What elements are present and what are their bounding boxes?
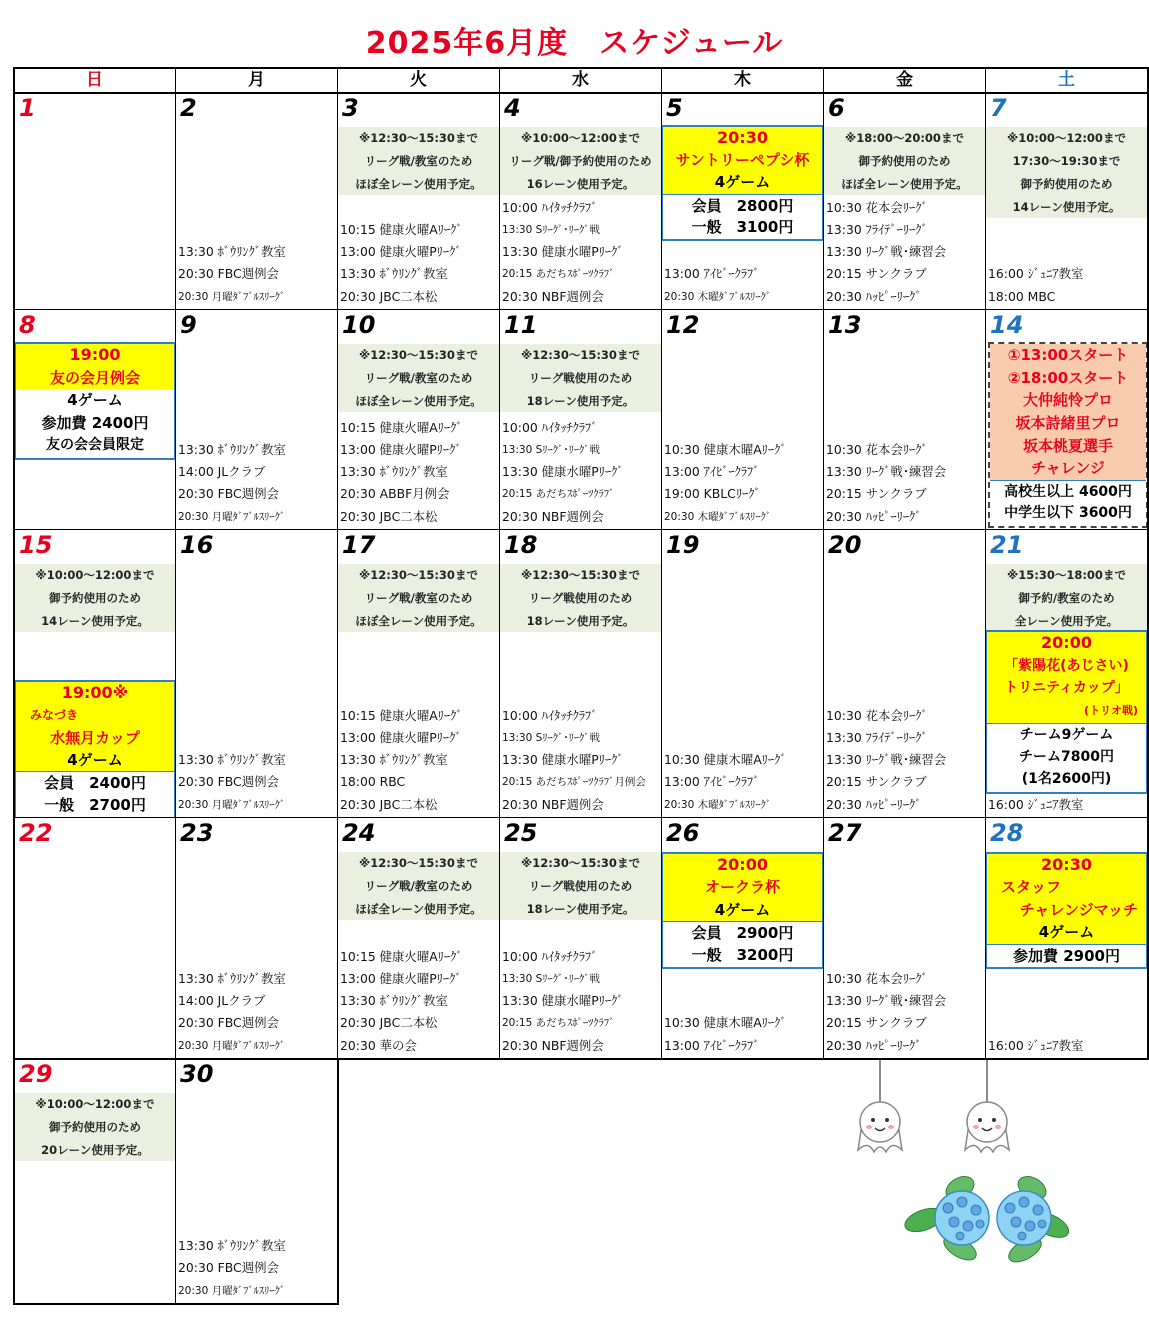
day-number: 19 — [666, 531, 700, 559]
event-box-line: 友の会会員限定 — [46, 437, 144, 454]
note-line: ※12:30～15:30まで — [521, 568, 640, 582]
event-list — [500, 946, 661, 1057]
reservation-note — [338, 127, 499, 195]
event-box-line: 4ゲーム — [663, 171, 822, 193]
event-item: 13:30 ﾘｰｸﾞ戦･練習会 — [826, 752, 947, 768]
note-line: 20レーン使用予定。 — [41, 1143, 149, 1157]
event-box[interactable] — [988, 342, 1148, 528]
event-box-line: 4ゲーム — [987, 921, 1146, 943]
day-cell-23[interactable] — [176, 818, 338, 1059]
event-box-line: 会員 2400円 — [16, 771, 174, 793]
day-number: 21 — [990, 531, 1024, 559]
note-line: 御予約使用のため — [49, 1120, 141, 1134]
event-item: 20:30 月曜ﾀﾞﾌﾞﾙｽﾘｰｸﾞ — [178, 1039, 286, 1052]
note-line: ※10:00～12:00まで — [521, 131, 640, 145]
event-list — [176, 241, 337, 308]
event-box-line: みなづき — [16, 704, 174, 726]
event-box-line: 20:00 — [663, 854, 822, 876]
note-line: ※12:30～15:30まで — [359, 348, 478, 362]
event-list — [662, 1012, 823, 1057]
event-item: 13:00 ｱｲﾋﾞｰｸﾗﾌﾞ — [664, 774, 760, 790]
event-box-line: オークラ杯 — [663, 876, 822, 898]
event-item: 13:30 ﾎﾞｳﾘﾝｸﾞ教室 — [340, 464, 448, 480]
note-line: ※12:30～15:30まで — [359, 131, 478, 145]
note-line: ※12:30～15:30まで — [521, 856, 640, 870]
note-line: 全レーン使用予定。 — [1014, 614, 1119, 628]
weekday-header-wed: 水 — [500, 68, 662, 93]
event-item: 20:30 木曜ﾀﾞﾌﾞﾙｽﾘｰｸﾞ — [664, 290, 772, 303]
note-line: リーグ戦/御予約使用のため — [509, 154, 652, 168]
day-cell-14[interactable] — [986, 310, 1148, 530]
day-cell-30[interactable] — [176, 1059, 338, 1304]
event-item: 20:30 FBC週例会 — [178, 1260, 279, 1276]
event-box-line: 会員 2900円 — [663, 921, 822, 943]
event-item: 20:30 ABBF月例会 — [340, 486, 450, 502]
event-item: 20:30 月曜ﾀﾞﾌﾞﾙｽﾘｰｸﾞ — [178, 1284, 286, 1297]
event-item: 13:30 ﾌﾗｲﾃﾞｰﾘｰｸﾞ — [826, 221, 928, 237]
event-list — [500, 705, 661, 816]
event-box-line: 参加費 2900円 — [987, 944, 1146, 966]
event-box[interactable] — [14, 680, 176, 818]
event-box-line: 一般 2700円 — [44, 795, 146, 814]
event-item: 13:30 ﾎﾞｳﾘﾝｸﾞ教室 — [340, 993, 448, 1009]
event-list — [986, 794, 1147, 816]
event-item: 13:30 ﾘｰｸﾞ戦･練習会 — [826, 244, 947, 260]
event-item: 20:30 FBC週例会 — [178, 266, 279, 282]
day-number: 25 — [504, 819, 538, 847]
event-item: 20:30 ﾊｯﾋﾟｰﾘｰｸﾞ — [826, 508, 922, 524]
event-item: 13:30 Sﾘｰｸﾞ･ﾘｰｸﾞ戦 — [502, 731, 601, 744]
event-item: 20:15 サンクラブ — [826, 486, 927, 502]
day-cell-19[interactable] — [662, 530, 824, 818]
event-item: 20:15 サンクラブ — [826, 774, 927, 790]
note-line: ※15:30～18:00まで — [1007, 568, 1126, 582]
event-item: 20:30 月曜ﾀﾞﾌﾞﾙｽﾘｰｸﾞ — [178, 510, 286, 523]
day-number: 4 — [504, 94, 521, 122]
event-box-line: 20:00 — [987, 632, 1146, 655]
event-item: 20:15 あだちｽﾎﾟｰﾂｸﾗﾌﾞ — [502, 268, 615, 281]
event-item: 14:00 JLクラブ — [178, 993, 266, 1009]
day-number: 15 — [19, 531, 53, 559]
event-item: 13:00 健康火曜Pﾘｰｸﾞ — [340, 729, 462, 745]
event-item: 20:30 JBC二本松 — [340, 288, 438, 304]
event-list — [338, 417, 499, 528]
day-cell-15[interactable] — [14, 530, 176, 818]
event-item: 20:15 サンクラブ — [826, 1015, 927, 1031]
day-number: 9 — [180, 311, 197, 339]
event-item: 20:30 木曜ﾀﾞﾌﾞﾙｽﾘｰｸﾞ — [664, 798, 772, 811]
event-item: 10:15 健康火曜Aﾘｰｸﾞ — [340, 948, 463, 964]
note-line: リーグ戦/教室のため — [364, 371, 473, 385]
weekday-header-tue: 火 — [338, 68, 500, 93]
day-cell-24[interactable] — [338, 818, 500, 1059]
note-line: ※12:30～15:30まで — [359, 568, 478, 582]
weekday-header-sat: 土 — [986, 68, 1148, 93]
day-number: 16 — [180, 531, 214, 559]
day-cell-8[interactable] — [14, 310, 176, 530]
event-item: 20:30 NBF週例会 — [502, 508, 604, 524]
event-item: 13:30 Sﾘｰｸﾞ･ﾘｰｸﾞ戦 — [502, 443, 601, 456]
note-line: 御予約使用のため — [49, 591, 141, 605]
event-item: 20:30 月曜ﾀﾞﾌﾞﾙｽﾘｰｸﾞ — [178, 290, 286, 303]
event-item: 20:30 ﾊｯﾋﾟｰﾘｰｸﾞ — [826, 796, 922, 812]
event-list — [500, 197, 661, 308]
weekday-header-mon: 月 — [176, 68, 338, 93]
event-list — [662, 263, 823, 308]
event-item: 13:30 健康水曜Pﾘｰｸﾞ — [502, 464, 624, 480]
reservation-note — [986, 564, 1147, 632]
note-line: リーグ戦使用のため — [528, 591, 633, 605]
event-item: 18:00 RBC — [340, 774, 406, 790]
event-item: 20:15 サンクラブ — [826, 266, 927, 282]
day-cell-12[interactable] — [662, 310, 824, 530]
event-item: 10:30 花本会ﾘｰｸﾞ — [826, 199, 928, 215]
event-item: 13:30 健康水曜Pﾘｰｸﾞ — [502, 244, 624, 260]
day-number: 14 — [990, 311, 1024, 339]
note-line: ほぼ全レーン使用予定。 — [355, 614, 482, 628]
event-item: 13:00 ｱｲﾋﾞｰｸﾗﾌﾞ — [664, 464, 760, 480]
day-cell-4[interactable] — [500, 93, 662, 310]
day-cell-26[interactable] — [662, 818, 824, 1059]
note-line: リーグ戦使用のため — [528, 371, 633, 385]
event-item: 10:15 健康火曜Aﾘｰｸﾞ — [340, 707, 463, 723]
event-item: 10:15 健康火曜Aﾘｰｸﾞ — [340, 221, 463, 237]
event-item: 10:30 花本会ﾘｰｸﾞ — [826, 970, 928, 986]
day-number: 29 — [19, 1060, 53, 1088]
event-list — [176, 1235, 337, 1302]
event-item: 13:30 ﾎﾞｳﾘﾝｸﾞ教室 — [178, 244, 286, 260]
reservation-note — [986, 127, 1147, 218]
reservation-note — [338, 852, 499, 920]
day-cell-20[interactable] — [824, 530, 986, 818]
day-cell-18[interactable] — [500, 530, 662, 818]
day-number: 27 — [828, 819, 862, 847]
day-cell-28[interactable] — [986, 818, 1148, 1059]
event-item: 13:30 ﾎﾞｳﾘﾝｸﾞ教室 — [178, 970, 286, 986]
event-item: 20:30 FBC週例会 — [178, 486, 279, 502]
event-box-line: サントリーペプシ杯 — [663, 149, 822, 171]
event-item: 13:30 ﾌﾗｲﾃﾞｰﾘｰｸﾞ — [826, 729, 928, 745]
event-list — [824, 439, 985, 528]
event-box-line: 友の会月例会 — [16, 367, 174, 390]
day-cell-22[interactable] — [14, 818, 176, 1059]
event-item: 20:30 NBF週例会 — [502, 1037, 604, 1053]
event-list — [338, 946, 499, 1057]
day-number: 11 — [504, 311, 538, 339]
event-item: 20:15 あだちｽﾎﾟｰﾂｸﾗﾌﾞ — [502, 488, 615, 501]
reservation-note — [500, 852, 661, 920]
event-box-line: 19:00 — [16, 344, 174, 367]
event-box-line: 中学生以下 3600円 — [1004, 505, 1132, 522]
reservation-note — [824, 127, 985, 195]
day-cell-29[interactable] — [14, 1059, 176, 1304]
day-cell-16[interactable] — [176, 530, 338, 818]
note-line: 18レーン使用予定。 — [526, 614, 635, 628]
note-line: 御予約使用のため — [858, 154, 951, 168]
day-cell-21[interactable] — [986, 530, 1148, 818]
event-box-line: 水無月カップ — [16, 727, 174, 749]
day-cell-9[interactable] — [176, 310, 338, 530]
event-box-line: 4ゲーム — [663, 899, 822, 921]
event-box[interactable] — [14, 342, 176, 460]
event-box-line: 大仲純怜プロ — [990, 389, 1146, 412]
note-line: 14レーン使用予定。 — [41, 614, 149, 628]
note-line: 17:30～19:30まで — [1012, 154, 1121, 168]
event-list — [338, 705, 499, 816]
day-number: 22 — [19, 819, 53, 847]
reservation-note — [15, 1093, 175, 1161]
event-item: 18:00 MBC — [988, 288, 1056, 304]
note-line: リーグ戦/教室のため — [364, 879, 473, 893]
weekday-header-fri: 金 — [824, 68, 986, 93]
page-title: 2025年6月度 スケジュール — [365, 26, 784, 61]
event-list — [176, 439, 337, 528]
event-item: 13:30 健康水曜Pﾘｰｸﾞ — [502, 752, 624, 768]
event-item: 14:00 JLクラブ — [178, 464, 266, 480]
event-item: 20:30 FBC週例会 — [178, 774, 279, 790]
day-cell-2[interactable] — [176, 93, 338, 310]
event-box-line: 20:30 — [987, 854, 1146, 876]
day-cell-25[interactable] — [500, 818, 662, 1059]
day-cell-11[interactable] — [500, 310, 662, 530]
event-item: 10:00 ﾊｲﾀｯﾁｸﾗﾌﾞ — [502, 707, 598, 723]
event-box-line: 参加費 2400円 — [41, 413, 149, 432]
event-item: 10:00 ﾊｲﾀｯﾁｸﾗﾌﾞ — [502, 948, 598, 964]
event-box-line: (トリオ戦) — [987, 700, 1146, 723]
event-item: 20:30 木曜ﾀﾞﾌﾞﾙｽﾘｰｸﾞ — [664, 510, 772, 523]
note-line: 16レーン使用予定。 — [526, 177, 635, 191]
day-number: 20 — [828, 531, 862, 559]
day-number: 18 — [504, 531, 538, 559]
event-item: 20:15 あだちｽﾎﾟｰﾂｸﾗﾌﾞ — [502, 1017, 615, 1030]
day-number: 6 — [828, 94, 845, 122]
day-cell-6[interactable] — [824, 93, 986, 310]
event-list — [824, 968, 985, 1057]
reservation-note — [500, 127, 661, 195]
event-item: 13:30 Sﾘｰｸﾞ･ﾘｰｸﾞ戦 — [502, 972, 601, 985]
event-box-line: チーム9ゲーム — [987, 723, 1146, 746]
event-box-line: チャレンジマッチ — [987, 899, 1146, 921]
event-item: 13:00 ｱｲﾋﾞｰｸﾗﾌﾞ — [664, 266, 760, 282]
event-item: 13:00 健康火曜Pﾘｰｸﾞ — [340, 244, 462, 260]
note-line: 18レーン使用予定。 — [526, 394, 635, 408]
event-item: 13:30 ﾎﾞｳﾘﾝｸﾞ教室 — [340, 752, 448, 768]
reservation-note — [500, 564, 661, 632]
event-box-line: 坂本詩緒里プロ — [990, 412, 1146, 435]
note-line: ほぼ全レーン使用予定。 — [355, 902, 482, 916]
event-box-line: トリニティカップ」 — [987, 677, 1146, 700]
event-list — [986, 263, 1147, 308]
weekday-header-thu: 木 — [662, 68, 824, 93]
event-item: 13:30 Sﾘｰｸﾞ･ﾘｰｸﾞ戦 — [502, 223, 601, 236]
note-line: ※18:00～20:00まで — [845, 131, 964, 145]
event-box[interactable] — [662, 852, 824, 969]
event-item: 13:30 ﾎﾞｳﾘﾝｸﾞ教室 — [178, 1238, 286, 1254]
event-item: 10:30 花本会ﾘｰｸﾞ — [826, 707, 928, 723]
event-item: 10:15 健康火曜Aﾘｰｸﾞ — [340, 419, 463, 435]
event-box-line: 一般 3200円 — [691, 945, 794, 964]
note-line: ※10:00～12:00まで — [35, 568, 155, 582]
note-line: 14レーン使用予定。 — [1012, 200, 1121, 214]
note-line: リーグ戦/教室のため — [364, 591, 473, 605]
event-item: 13:30 ﾘｰｸﾞ戦･練習会 — [826, 464, 947, 480]
event-item: 13:00 ｱｲﾋﾞｰｸﾗﾌﾞ — [664, 1037, 760, 1053]
event-item: 10:30 健康木曜Aﾘｰｸﾞ — [664, 1015, 787, 1031]
day-cell-10[interactable] — [338, 310, 500, 530]
event-box-line: チーム7800円 — [1019, 748, 1114, 765]
day-cell-7[interactable] — [986, 93, 1148, 310]
teru-teru-bozu-icon — [965, 1060, 1009, 1152]
event-list — [824, 197, 985, 308]
event-list — [338, 219, 499, 308]
day-number: 13 — [828, 311, 862, 339]
header-divider — [14, 92, 1148, 94]
day-cell-13[interactable] — [824, 310, 986, 530]
event-item: 20:30 JBC二本松 — [340, 796, 438, 812]
note-line: ※12:30～15:30まで — [521, 348, 640, 362]
event-list — [662, 749, 823, 816]
day-number: 28 — [990, 819, 1024, 847]
note-line: リーグ戦使用のため — [528, 879, 633, 893]
event-list — [824, 705, 985, 816]
event-item: 20:30 ﾊｯﾋﾟｰﾘｰｸﾞ — [826, 288, 922, 304]
event-item: 10:30 健康木曜Aﾘｰｸﾞ — [664, 752, 787, 768]
day-cell-5[interactable] — [662, 93, 824, 310]
day-cell-27[interactable] — [824, 818, 986, 1059]
event-item: 13:30 ﾎﾞｳﾘﾝｸﾞ教室 — [178, 752, 286, 768]
reservation-note — [500, 344, 661, 412]
event-item: 20:30 NBF週例会 — [502, 288, 604, 304]
event-box-line: 20:30 — [663, 127, 822, 149]
event-item: 20:30 NBF週例会 — [502, 796, 604, 812]
event-box-line: 4ゲーム — [16, 749, 174, 771]
event-item: 13:30 ﾎﾞｳﾘﾝｸﾞ教室 — [340, 266, 448, 282]
event-item: 10:30 花本会ﾘｰｸﾞ — [826, 441, 928, 457]
event-item: 20:30 FBC週例会 — [178, 1015, 279, 1031]
event-box[interactable] — [986, 852, 1148, 969]
event-item: 13:30 健康水曜Pﾘｰｸﾞ — [502, 993, 624, 1009]
event-item: 13:00 健康火曜Pﾘｰｸﾞ — [340, 441, 462, 457]
note-line: リーグ戦/教室のため — [364, 154, 473, 168]
event-box[interactable] — [662, 125, 824, 241]
event-box-line: 高校生以上 4600円 — [990, 480, 1146, 503]
note-line: ほぼ全レーン使用予定。 — [355, 394, 482, 408]
day-number: 5 — [666, 94, 683, 122]
event-item: 20:30 JBC二本松 — [340, 1015, 438, 1031]
event-list — [662, 439, 823, 528]
event-list — [500, 417, 661, 528]
weekday-header-sun: 日 — [14, 68, 176, 93]
event-item: 10:00 ﾊｲﾀｯﾁｸﾗﾌﾞ — [502, 199, 598, 215]
event-item: 13:00 健康火曜Pﾘｰｸﾞ — [340, 970, 462, 986]
reservation-note — [15, 564, 175, 632]
day-number: 17 — [342, 531, 376, 559]
event-list — [986, 1035, 1147, 1057]
event-box-line: チャレンジ — [990, 457, 1146, 480]
note-line: 御予約使用のため — [1020, 177, 1113, 191]
day-number: 23 — [180, 819, 214, 847]
event-list — [176, 749, 337, 816]
event-item: 20:30 ﾊｯﾋﾟｰﾘｰｸﾞ — [826, 1037, 922, 1053]
day-cell-17[interactable] — [338, 530, 500, 818]
event-box-line: (1名2600円) — [1021, 771, 1112, 788]
event-box-line: 4ゲーム — [67, 391, 123, 410]
day-number: 7 — [990, 94, 1007, 122]
note-line: 18レーン使用予定。 — [526, 902, 635, 916]
event-item: 16:00 ｼﾞｭﾆｱ教室 — [988, 266, 1084, 282]
event-box-line: スタッフ — [987, 876, 1146, 898]
reservation-note — [338, 344, 499, 412]
event-item: 19:00 KBLCﾘｰｸﾞ — [664, 486, 761, 502]
hydrangea-icon — [902, 1172, 1073, 1267]
reservation-note — [338, 564, 499, 632]
event-box-line: 19:00※ — [16, 682, 174, 704]
event-box-line: 坂本桃夏選手 — [990, 435, 1146, 458]
day-number: 8 — [19, 311, 36, 339]
event-item: 20:30 JBC二本松 — [340, 508, 438, 524]
event-box[interactable] — [986, 630, 1148, 794]
note-line: ※12:30～15:30まで — [359, 856, 478, 870]
event-box-line: 一般 3100円 — [691, 217, 794, 236]
note-line: ※10:00～12:00まで — [1007, 131, 1126, 145]
day-number: 3 — [342, 94, 359, 122]
event-item: 10:30 健康木曜Aﾘｰｸﾞ — [664, 441, 787, 457]
note-line: ほぼ全レーン使用予定。 — [355, 177, 482, 191]
event-item: 16:00 ｼﾞｭﾆｱ教室 — [988, 1037, 1084, 1053]
event-box-line: 会員 2800円 — [663, 194, 822, 216]
event-item: 10:00 ﾊｲﾀｯﾁｸﾗﾌﾞ — [502, 419, 598, 435]
day-number: 24 — [342, 819, 376, 847]
event-box-line: ①13:00スタート — [990, 344, 1146, 367]
event-list — [176, 968, 337, 1057]
note-line: ※10:00～12:00まで — [35, 1097, 155, 1111]
teru-teru-bozu-icon — [858, 1060, 902, 1152]
event-item: 16:00 ｼﾞｭﾆｱ教室 — [988, 796, 1084, 812]
day-number: 10 — [342, 311, 376, 339]
day-number: 2 — [180, 94, 197, 122]
event-box-line: 「紫陽花(あじさい) — [987, 655, 1146, 678]
note-line: 御予約/教室のため — [1018, 591, 1115, 605]
event-item: 13:30 ﾘｰｸﾞ戦･練習会 — [826, 993, 947, 1009]
event-item: 20:30 月曜ﾀﾞﾌﾞﾙｽﾘｰｸﾞ — [178, 798, 286, 811]
decoration — [840, 1060, 1149, 1319]
day-cell-1[interactable] — [14, 93, 176, 310]
day-number: 26 — [666, 819, 700, 847]
day-number: 12 — [666, 311, 700, 339]
day-number: 1 — [19, 94, 36, 122]
note-line: ほぼ全レーン使用予定。 — [841, 177, 968, 191]
event-box-line: ②18:00スタート — [990, 367, 1146, 390]
day-number: 30 — [180, 1060, 214, 1088]
event-item: 20:30 華の会 — [340, 1037, 417, 1053]
day-cell-3[interactable] — [338, 93, 500, 310]
event-item: 13:30 ﾎﾞｳﾘﾝｸﾞ教室 — [178, 441, 286, 457]
event-item: 20:15 あだちｽﾎﾟｰﾂｸﾗﾌﾞ月例会 — [502, 776, 646, 789]
